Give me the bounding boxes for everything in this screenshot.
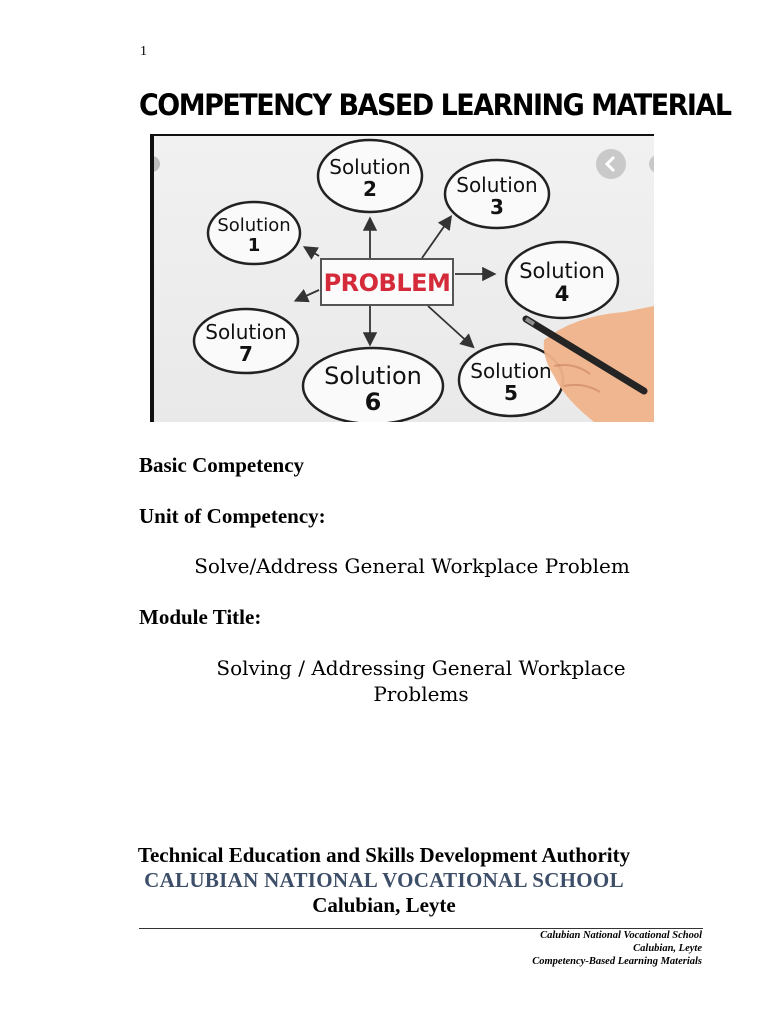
solution-word: Solution <box>470 359 552 383</box>
school-location: Calubian, Leyte <box>312 893 456 917</box>
solution-bubble <box>208 202 300 264</box>
carousel-prev-icon <box>596 149 626 179</box>
running-footer-location: Calubian, Leyte <box>633 943 702 954</box>
unit-of-competency-label: Unit of Competency: <box>139 504 326 528</box>
solution-bubble <box>303 348 443 422</box>
solution-number: 3 <box>490 195 504 219</box>
running-footer <box>532 929 702 968</box>
solution-number: 4 <box>554 282 570 306</box>
page-number: 1 <box>140 44 147 59</box>
running-footer-school: Calubian National Vocational School <box>540 930 702 941</box>
solution-bubble <box>194 309 298 373</box>
module-title-value-line1: Solving / Addressing General Workplace <box>216 656 626 680</box>
unit-of-competency-value: Solve/Address General Workplace Problem <box>194 554 630 578</box>
problem-solution-illustration <box>150 134 654 422</box>
carousel-left-dot-icon <box>154 156 160 172</box>
solution-number: 6 <box>364 388 382 416</box>
solution-word: Solution <box>456 173 538 197</box>
running-footer-doc-type: Competency-Based Learning Materials <box>532 956 702 967</box>
solution-number: 1 <box>247 235 261 256</box>
solution-word: Solution <box>205 320 287 344</box>
school-name: CALUBIAN NATIONAL VOCATIONAL SCHOOL <box>144 868 624 892</box>
solution-word: Solution <box>329 155 411 179</box>
page-title: COMPETENCY BASED LEARNING MATERIAL <box>139 88 731 122</box>
solution-bubble <box>445 160 549 228</box>
solution-word: Solution <box>324 362 422 390</box>
agency-name: Technical Education and Skills Development Authority <box>137 843 631 867</box>
carousel-next-icon <box>649 155 654 173</box>
solution-word: Solution <box>519 259 605 283</box>
solution-number: 7 <box>239 342 253 366</box>
solution-number: 5 <box>504 381 518 405</box>
basic-competency-heading: Basic Competency <box>139 453 305 477</box>
solution-word: Solution <box>217 215 291 236</box>
solution-bubble <box>506 242 618 318</box>
solution-number: 2 <box>363 177 377 201</box>
module-title-value-line2: Problems <box>373 682 469 706</box>
problem-label: PROBLEM <box>323 269 451 297</box>
module-title-label: Module Title: <box>139 605 262 629</box>
solution-bubble <box>318 140 422 212</box>
